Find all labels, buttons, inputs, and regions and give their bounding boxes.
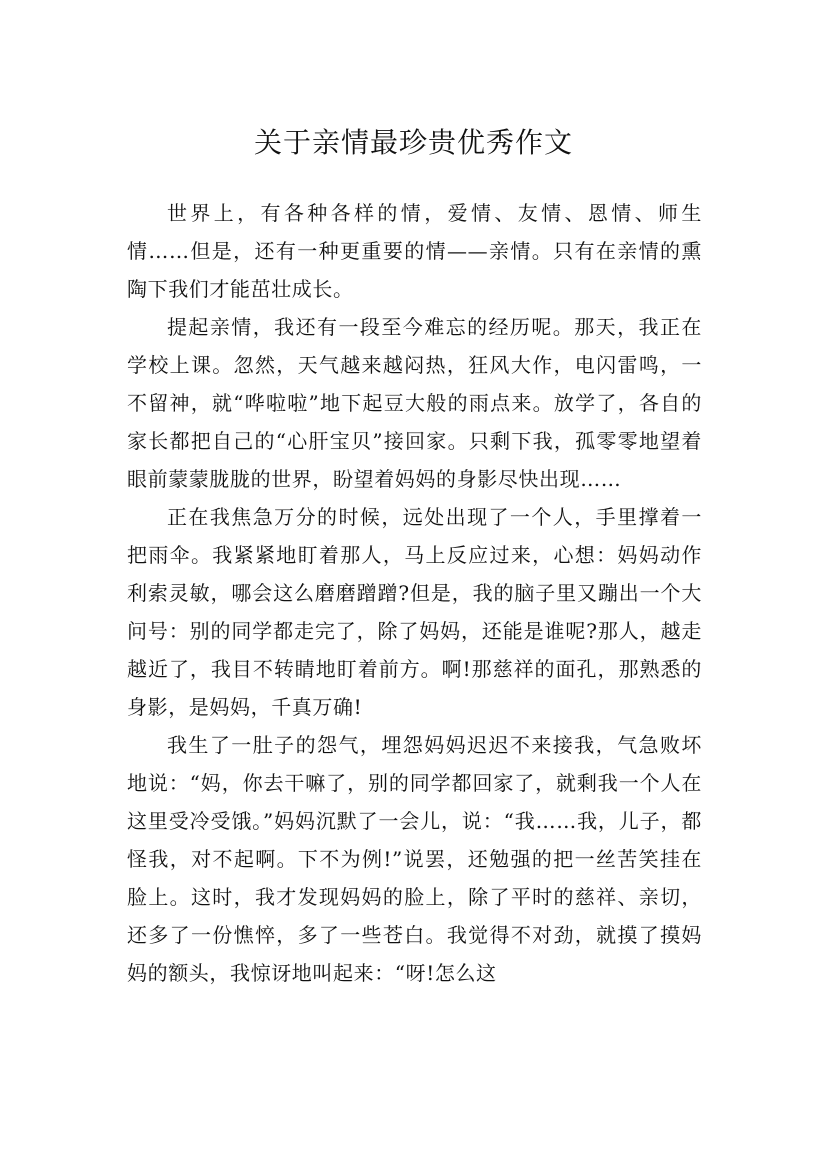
paragraph: 提起亲情，我还有一段至今难忘的经历呢。那天，我正在学校上课。忽然，天气越来越闷热，狂风大作，电闪雷鸣，一不留神，就“哗啦啦”地下起豆大般的雨点来。放学了，各自的家长都把自己的“心肝宝贝”接回家。只剩下我，孤零零地望着眼前蒙蒙胧胧的世界，盼望着妈妈的身影尽快出现…… bbox=[127, 315, 702, 491]
paragraph: 世界上，有各种各样的情，爱情、友情、恩情、师生情……但是，还有一种更重要的情——亲情。只有在亲情的熏陶下我们才能茁壮成长。 bbox=[127, 201, 702, 301]
paragraph: 正在我焦急万分的时候，远处出现了一个人，手里撑着一把雨伞。我紧紧地盯着那人，马上反应过来，心想：妈妈动作利索灵敏，哪会这么磨磨蹭蹭?但是，我的脑子里又蹦出一个大问号：别的同学都走完了，除了妈妈，还能是谁呢?那人，越走越近了，我目不转睛地盯着前方。啊!那慈祥的面孔，那熟悉的身影，是妈妈，千真万确! bbox=[127, 505, 702, 719]
paragraph: 我生了一肚子的怨气，埋怨妈妈迟迟不来接我，气急败坏地说：“妈，你去干嘛了，别的同学都回家了，就剩我一个人在这里受冷受饿。”妈妈沉默了一会儿，说：“我……我，儿子，都怪我，对不起啊。下不为例!”说罢，还勉强的把一丝苦笑挂在脸上。这时，我才发现妈妈的脸上，除了平时的慈祥、亲切，还多了一份憔悴，多了一些苍白。我觉得不对劲，就摸了摸妈妈的额头，我惊讶地叫起来：“呀!怎么这 bbox=[127, 733, 702, 985]
document-body bbox=[127, 194, 702, 992]
document-title: 关于亲情最珍贵优秀作文 bbox=[253, 125, 573, 159]
